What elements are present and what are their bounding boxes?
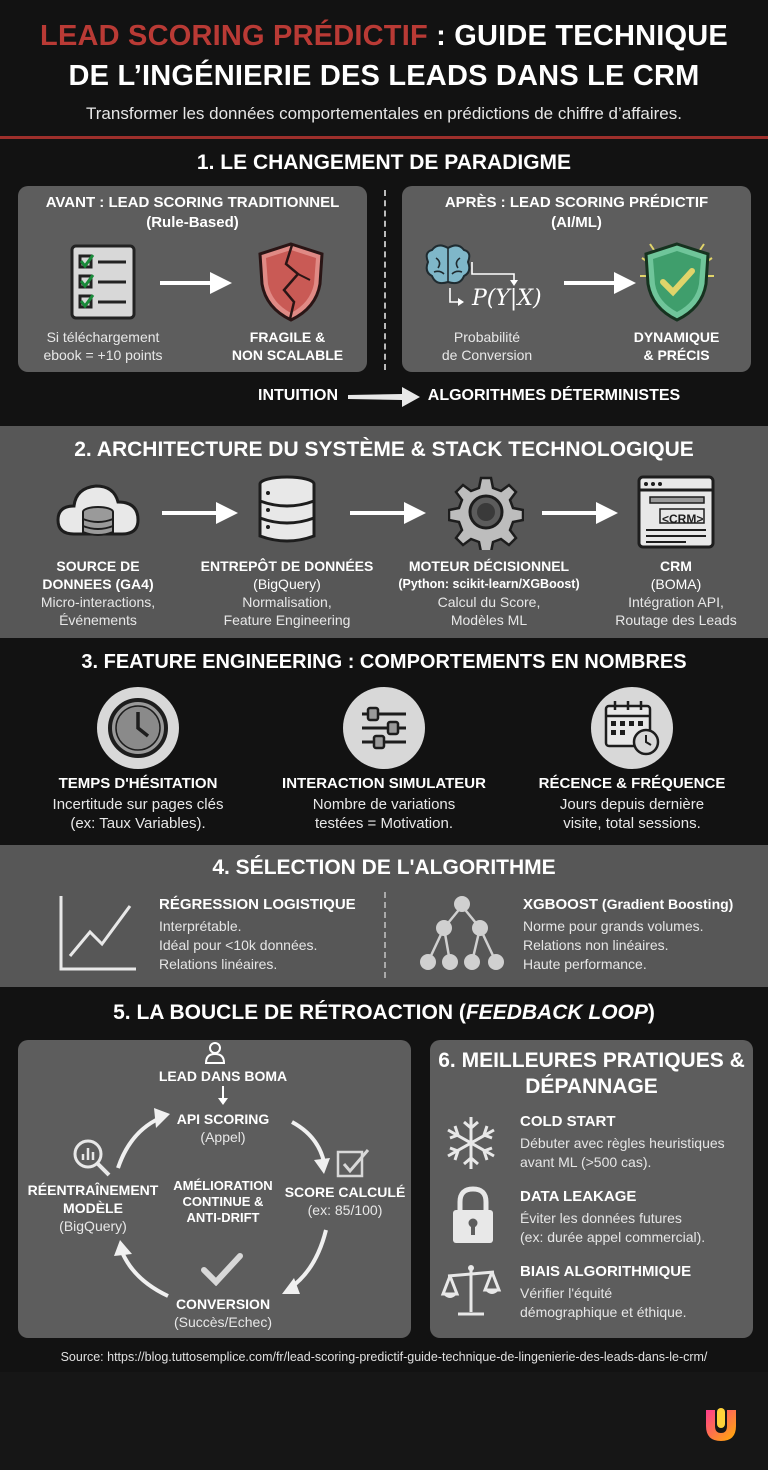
after-right-line2: & PRÉCIS — [643, 347, 710, 363]
after-subtitle: (AI/ML) — [551, 214, 602, 231]
arrow-right-icon — [562, 270, 638, 296]
step3-desc: Calcul du Score, — [437, 594, 541, 610]
loop-api-sub: (Appel) — [200, 1129, 246, 1145]
loop-conversion-sub: (Succès/Echec) — [173, 1314, 273, 1330]
feature3-desc2: visite, total sessions. — [563, 815, 701, 832]
after-left-line1: Probabilité — [453, 329, 521, 345]
feature3-title: RÉCENCE & FRÉQUENCE — [538, 775, 726, 792]
best-practices-panel — [430, 1040, 753, 1338]
cloud-database-icon — [54, 476, 142, 544]
after-right-line1: DYNAMIQUE — [633, 329, 720, 345]
step1-label2: DONNEES (GA4) — [42, 576, 154, 592]
calendar-clock-icon — [590, 686, 674, 770]
before-left-line2: ebook = +10 points — [43, 347, 163, 363]
practice2-desc2: (ex: durée appel commercial). — [520, 1229, 706, 1245]
loop-retrain-title2: MODÈLE — [63, 1200, 123, 1216]
shield-check-icon — [636, 238, 718, 326]
snowflake-icon — [442, 1114, 500, 1172]
step1-desc: Micro-interactions, — [40, 594, 156, 610]
step3-desc2: Modèles ML — [450, 612, 528, 628]
source-link[interactable]: Source: https://blog.tuttosemplice.com/fr/lead-scoring-predictif-guide-technique-de-lingenierie-des-leads-dans-le-crm/ — [60, 1350, 708, 1364]
algo-right-line: Haute performance. — [523, 956, 647, 972]
before-right-line1: FRAGILE & — [249, 329, 326, 345]
algo-left-title: RÉGRESSION LOGISTIQUE — [159, 896, 356, 913]
section2-title: 2. ARCHITECTURE DU SYSTÈME & STACK TECHNOLOGIQUE — [74, 438, 694, 461]
shift-from-label: INTUITION — [258, 387, 338, 404]
gear-icon — [448, 474, 524, 550]
practice2-desc: Éviter les données futures — [520, 1210, 682, 1226]
feature1-desc: Incertitude sur pages clés — [52, 796, 224, 813]
loop-score-title: SCORE CALCULÉ — [284, 1184, 406, 1200]
step4-label2: (BOMA) — [650, 576, 702, 592]
after-title: APRÈS : LEAD SCORING PRÉDICTIF — [444, 194, 709, 211]
title-rest: : GUIDE TECHNIQUE — [427, 20, 728, 52]
panel-separator — [384, 190, 386, 370]
practice3-title: BIAIS ALGORITHMIQUE — [520, 1263, 692, 1280]
practice3-desc: Vérifier l'équité — [520, 1285, 613, 1301]
section4-title: 4. SÉLECTION DE L'ALGORITHME — [212, 856, 556, 879]
step2-desc2: Feature Engineering — [223, 612, 351, 628]
section1-title: 1. LE CHANGEMENT DE PARADIGME — [196, 151, 572, 174]
shift-arrow-icon — [346, 385, 422, 409]
practice1-desc2: avant ML (>500 cas). — [520, 1154, 652, 1170]
practice3-desc2: démographique et éthique. — [520, 1304, 687, 1320]
algo-left-line: Relations linéaires. — [159, 956, 278, 972]
after-panel — [402, 186, 751, 372]
step1-label: SOURCE DE — [56, 558, 140, 574]
brand-logo — [702, 1406, 740, 1444]
header-divider — [0, 136, 768, 139]
section5-title-end: ) — [647, 1001, 655, 1024]
before-left-line1: Si téléchargement — [46, 329, 160, 345]
section5-title-text: 5. LA BOUCLE DE RÉTROACTION ( — [113, 1001, 466, 1024]
database-icon — [256, 474, 318, 546]
decision-tree-icon — [416, 894, 508, 974]
step2-label: ENTREPÔT DE DONNÉES — [200, 558, 374, 574]
section6-title2: DÉPANNAGE — [525, 1075, 658, 1098]
sliders-icon — [342, 686, 426, 770]
title-highlight: LEAD SCORING PRÉDICTIF — [40, 20, 428, 52]
loop-api-title: API SCORING — [176, 1111, 270, 1127]
page-title — [0, 20, 768, 53]
page-title-line2: DE L’INGÉNIERIE DES LEADS DANS LE CRM — [68, 60, 700, 92]
loop-retrain-sub: (BigQuery) — [59, 1218, 127, 1234]
formula-text: P(Y|X) — [472, 286, 542, 311]
section6-title: 6. MEILLEURES PRATIQUES & — [438, 1049, 745, 1072]
step4-label: CRM — [660, 558, 692, 574]
loop-arrows — [18, 1040, 411, 1338]
feature1-desc2: (ex: Taux Variables). — [70, 815, 206, 832]
step4-desc: Intégration API, — [628, 594, 724, 610]
arrow-right-icon — [158, 270, 234, 296]
loop-score-sub: (ex: 85/100) — [307, 1202, 383, 1218]
before-panel — [18, 186, 367, 372]
loop-lead-label: LEAD DANS BOMA — [158, 1068, 288, 1084]
checklist-icon — [68, 242, 138, 322]
crm-badge: <CRM> — [662, 512, 704, 526]
padlock-icon — [450, 1186, 496, 1246]
before-right-line2: NON SCALABLE — [231, 347, 344, 363]
broken-shield-icon — [254, 240, 328, 324]
section5-title — [0, 1001, 768, 1025]
algo-right-title-suffix: (Gradient Boosting) — [598, 896, 734, 912]
step3-label: MOTEUR DÉCISIONNEL — [408, 558, 570, 574]
step2-label2: (BigQuery) — [253, 576, 321, 592]
flow-arrow-icon — [540, 500, 620, 526]
algo-right-title-main: XGBOOST — [523, 896, 599, 913]
line-chart-icon — [58, 894, 138, 972]
section3-title: 3. FEATURE ENGINEERING : COMPORTEMENTS EN NOMBRES — [81, 651, 687, 673]
loop-center-label3: ANTI-DRIFT — [186, 1210, 260, 1225]
page-subtitle: Transformer les données comportementales en prédictions de chiffre d’affaires. — [86, 104, 682, 123]
clock-icon — [96, 686, 180, 770]
footer-band — [0, 1372, 768, 1470]
algo-right-title — [523, 896, 733, 913]
loop-conversion-title: CONVERSION — [175, 1296, 271, 1312]
after-left-line2: de Conversion — [441, 347, 533, 363]
section5-title-italic: FEEDBACK LOOP — [465, 1001, 648, 1024]
flow-arrow-icon — [348, 500, 428, 526]
loop-center-label: AMÉLIORATION — [173, 1178, 273, 1193]
practice2-title: DATA LEAKAGE — [520, 1188, 637, 1205]
feature2-desc2: testées = Motivation. — [315, 815, 453, 832]
practice1-title: COLD START — [520, 1113, 616, 1130]
shift-to-label: ALGORITHMES DÉTERMINISTES — [427, 387, 681, 404]
step3-label2: (Python: scikit-learn/XGBoost) — [398, 577, 580, 591]
loop-center-label2: CONTINUE & — [182, 1194, 264, 1209]
before-subtitle: (Rule-Based) — [146, 214, 239, 231]
loop-retrain-title: RÉENTRAÎNEMENT — [27, 1182, 159, 1198]
practice1-desc: Débuter avec règles heuristiques — [520, 1135, 725, 1151]
feedback-loop-panel — [18, 1040, 411, 1338]
algo-separator — [384, 892, 386, 978]
step4-desc2: Routage des Leads — [615, 612, 737, 628]
feature2-title: INTERACTION SIMULATEUR — [282, 775, 486, 792]
algo-left-line: Idéal pour <10k données. — [159, 937, 318, 953]
feature3-desc: Jours depuis dernière — [559, 796, 705, 813]
flow-arrow-icon — [160, 500, 240, 526]
algo-right-line: Relations non linéaires. — [523, 937, 669, 953]
step1-desc2: Événements — [59, 612, 137, 628]
scales-icon — [440, 1262, 502, 1320]
feature1-title: TEMPS D'HÉSITATION — [58, 775, 218, 792]
algo-right-line: Norme pour grands volumes. — [523, 918, 704, 934]
before-title: AVANT : LEAD SCORING TRADITIONNEL — [45, 194, 340, 211]
feature2-desc: Nombre de variations — [312, 796, 456, 813]
step2-desc: Normalisation, — [242, 594, 332, 610]
algo-left-line: Interprétable. — [159, 918, 242, 934]
